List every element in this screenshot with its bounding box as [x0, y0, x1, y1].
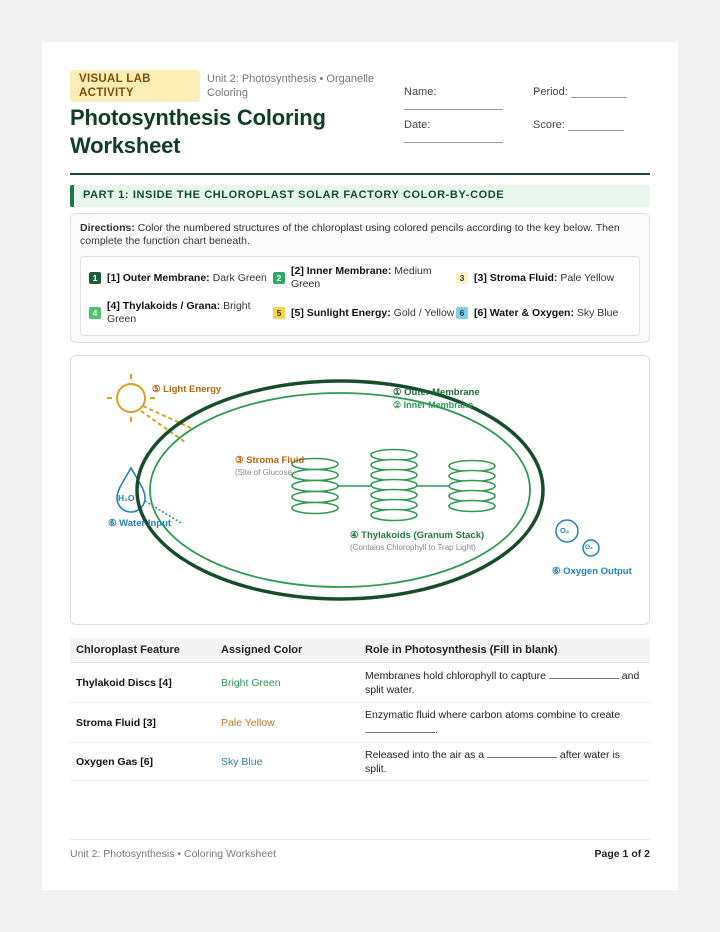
function-chart — [70, 638, 650, 781]
key-color: Pale Yellow — [560, 272, 615, 284]
chloroplast-svg — [71, 356, 649, 624]
key-label: [4] Thylakoids / Grana: — [107, 300, 221, 312]
key-color: Bright Green — [107, 300, 251, 325]
key-chip: 6 — [456, 307, 468, 319]
stroma-label: ③ Stroma Fluid — [235, 455, 305, 466]
role-cell — [359, 663, 650, 703]
key-label: [5] Sunlight Energy: — [291, 307, 391, 319]
color-key — [80, 256, 640, 336]
chloroplast-diagram — [70, 355, 650, 625]
key-color: Sky Blue — [576, 307, 619, 319]
date-line[interactable] — [404, 134, 503, 143]
oxygen-output-label: ⑥ Oxygen Output — [552, 566, 632, 577]
inner-membrane-label: ② Inner Membrane — [393, 400, 474, 410]
page-title: Photosynthesis Coloring Worksheet — [70, 105, 326, 158]
role-text-end: and split water. — [365, 670, 640, 696]
table-row — [70, 703, 650, 743]
part1-heading-text: PART 1: INSIDE THE CHLOROPLAST SOLAR FACTORY COLOR-BY-CODE — [83, 189, 505, 201]
role-cell — [359, 743, 650, 781]
thylakoid-label: ④ Thylakoids (Granum Stack) — [350, 530, 485, 541]
outer-membrane-label: ① Outer Membrane — [393, 387, 480, 398]
date-label: Date: — [404, 119, 431, 131]
light-energy-label: ⑤ Light Energy — [152, 384, 222, 395]
key-chip: 3 — [456, 272, 468, 284]
granum-stacks — [292, 450, 495, 521]
header-divider — [70, 173, 650, 175]
feature-cell: Stroma Fluid [3] — [70, 703, 215, 743]
role-text: Membranes hold chlorophyll to capture — [365, 670, 549, 682]
name-line[interactable] — [404, 101, 503, 110]
date-field[interactable] — [404, 119, 503, 143]
color-cell: Sky Blue — [215, 743, 359, 781]
role-text: Released into the air as a — [365, 749, 487, 761]
stroma-sub: (Site of Glucose... — [235, 468, 299, 477]
key-label: [1] Outer Membrane: — [107, 272, 210, 284]
period-line[interactable] — [571, 89, 627, 98]
page-number: Page 1 of 2 — [594, 848, 650, 860]
role-text: Enzymatic fluid where carbon atoms combine to create — [365, 709, 621, 721]
key-chip: 2 — [273, 272, 285, 284]
footer-unit: Unit 2: Photosynthesis • Coloring Worksheet — [70, 848, 276, 860]
oxygen-symbol-2: O₂ — [585, 544, 593, 551]
role-text-end: after water is split. — [365, 749, 621, 775]
answer-blank[interactable] — [365, 722, 435, 733]
key-chip: 4 — [89, 307, 101, 319]
directions-text — [80, 222, 640, 248]
period-field[interactable] — [533, 86, 627, 98]
answer-blank[interactable] — [549, 668, 619, 679]
key-label: [3] Stroma Fluid: — [474, 272, 558, 284]
period-label: Period: — [533, 86, 568, 98]
key-label: [6] Water & Oxygen: — [474, 307, 574, 319]
score-field[interactable] — [533, 119, 624, 131]
water-input-label: ⑥ Water Input — [108, 518, 172, 529]
feature-cell: Thylakoid Discs [4] — [70, 663, 215, 703]
table-header-row — [70, 638, 650, 663]
oxygen-symbol-1: O₂ — [560, 526, 570, 535]
directions-box — [70, 213, 650, 343]
color-cell: Pale Yellow — [215, 703, 359, 743]
key-color: Dark Green — [212, 272, 267, 284]
name-label: Name: — [404, 86, 437, 98]
col-header-color: Assigned Color — [215, 638, 359, 663]
role-text-end: . — [435, 724, 438, 736]
table-row — [70, 663, 650, 703]
color-cell: Bright Green — [215, 663, 359, 703]
score-label: Score: — [533, 119, 565, 131]
answer-blank[interactable] — [487, 747, 557, 758]
table-row — [70, 743, 650, 781]
col-header-role: Role in Photosynthesis (Fill in blank) — [359, 638, 650, 663]
feature-cell: Oxygen Gas [6] — [70, 743, 215, 781]
name-field[interactable] — [404, 86, 503, 110]
col-header-feature: Chloroplast Feature — [70, 638, 215, 663]
thylakoid-sub: (Contains Chlorophyll to Trap Light) — [350, 543, 476, 552]
key-label: [2] Inner Membrane: — [291, 265, 392, 277]
unit-label: Unit 2: Photosynthesis • Organelle Coloring — [207, 73, 375, 99]
directions-label: Directions: — [80, 222, 135, 234]
activity-badge: VISUAL LAB ACTIVITY — [70, 70, 200, 102]
part1-heading — [70, 185, 650, 207]
stroma-label-group — [235, 452, 307, 480]
directions-body: Color the numbered structures of the chloroplast using colored pencils according to the key below. Then complete the function chart beneath. — [80, 222, 620, 247]
role-cell — [359, 703, 650, 743]
key-color: Gold / Yellow — [393, 307, 455, 319]
score-line[interactable] — [568, 122, 624, 131]
water-symbol: H₂O — [118, 493, 135, 503]
key-chip: 1 — [89, 272, 101, 284]
key-chip: 5 — [273, 307, 285, 319]
key-color: Medium Green — [291, 265, 432, 290]
footer-divider — [70, 839, 650, 840]
worksheet-page — [42, 42, 678, 890]
